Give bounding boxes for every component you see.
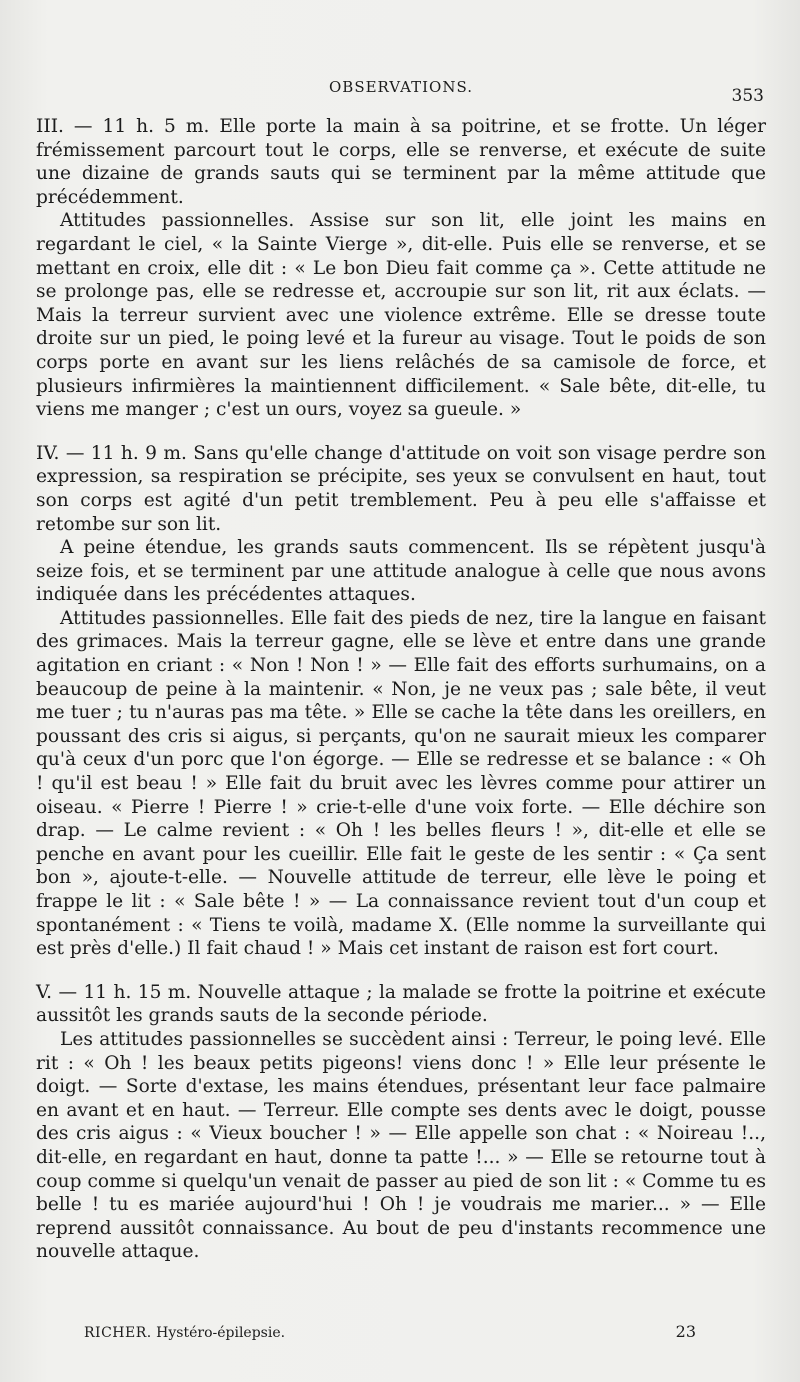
running-title: OBSERVATIONS. [329,78,473,96]
paragraph-attitudes-iv: Attitudes passionnelles. Elle fait des pieds de nez, tire la langue en faisant des grimaces. Mais la terreur gagne, elle se lève et entre dans une grande agitation en criant : « Non ! Non ! » — Elle fait des efforts surhumains, on a beaucoup de peine à la maintenir. « Non, je ne veux pas ; sale bête, il veut me tuer ; tu n'auras pas ma tête. » Elle se cache la tête dans les oreillers, en poussant des cris si aigus, si perçants, qu'on ne saurait mieux les comparer qu'à ceux d'un porc que l'on égorge. — Elle se redresse et se balance : « Oh ! qu'il est beau ! » Elle fait du bruit avec les lèvres comme pour attirer un oiseau. « Pierre ! Pierre ! » crie-t-elle d'une voix forte. — Elle déchire son drap. — Le calme revient : « Oh ! les belles fleurs ! », dit-elle et elle se penche en avant pour les cueillir. Elle fait le geste de les sentir : « Ça sent bon », ajoute-t-elle. — Nouvelle attitude de terreur, elle lève le poing et frappe le lit : « Sale bête ! » — La connaissance revient tout d'un coup et spontanément : « Tiens te voilà, madame X. (Elle nomme la surveillante qui est près d'elle.) Il fait chaud ! » Mais cet instant de raison est fort court. [36,607,766,960]
signature-mark: 23 [675,1322,696,1341]
page-header [36,78,766,106]
paragraph-section-iv: IV. — 11 h. 9 m. Sans qu'elle change d'attitude on voit son visage perdre son expression, sa respiration se précipite, ses yeux se convulsent en haut, tout son corps est agité d'un petit tremblement. Peu à peu elle s'affaisse et retombe sur son lit. [36,442,766,535]
paragraph-section-v: V. — 11 h. 15 m. Nouvelle attaque ; la malade se frotte la poitrine et exécute aussitôt les grands sauts de la seconde période. [36,981,766,1027]
footer-book-reference [84,1325,285,1341]
paragraph-attitudes-iii: Attitudes passionnelles. Assise sur son lit, elle joint les mains en regardant le ciel, « la Sainte Vierge », dit-elle. Puis elle se renverse, et se mettant en croix, elle dit : « Le bon Dieu fait comme ça ». Cette attitude ne se prolonge pas, elle se redresse et, accroupie sur son lit, rit aux éclats. — Mais la terreur survient avec une violence extrême. Elle se dresse toute droite sur un pied, le poing levé et la fureur au visage. Tout le poids de son corps porte en avant sur les liens relâchés de sa camisole de force, et plusieurs infirmières la maintiennent difficilement. « Sale bête, dit-elle, tu viens me manger ; c'est un ours, voyez sa gueule. » [36,210,766,421]
page-number: 353 [731,86,764,106]
paragraph-section-iii: III. — 11 h. 5 m. Elle porte la main à sa poitrine, et se frotte. Un léger frémissement parcourt tout le corps, elle se renverse, et exécute de suite une dizaine de grands sauts qui se terminent par la même attitude que précédemment. [36,116,766,208]
page-body [36,115,766,1264]
paragraph-grands-sauts: A peine étendue, les grands sauts commencent. Ils se répètent jusqu'à seize fois, et se terminent par une attitude analogue à celle que nous avons indiquée dans les précédentes attaques. [36,537,766,606]
page-footer [84,1322,696,1344]
footer-author: RICHER. [84,1325,152,1341]
paragraph-attitudes-v: Les attitudes passionnelles se succèdent ainsi : Terreur, le poing levé. Elle rit : « Oh ! les beaux petits pigeons! viens donc ! » Elle leur présente le doigt. — Sorte d'extase, les mains étendues, présentant leur face palmaire en avant et en haut. — Terreur. Elle compte ses dents avec le doigt, pousse des cris aigus : « Vieux boucher ! » — Elle appelle son chat : « Noireau !.., dit-elle, en regardant en haut, donne ta patte !... » — Elle se retourne tout à coup comme si quelqu'un venait de passer au pied de son lit : « Comme tu es belle ! tu es mariée aujourd'hui ! Oh ! je voudrais me marier... » — Elle reprend aussitôt connaissance. Au bout de peu d'instants recommence une nouvelle attaque. [36,1028,766,1263]
footer-book-title: Hystéro-épilepsie. [156,1325,286,1341]
